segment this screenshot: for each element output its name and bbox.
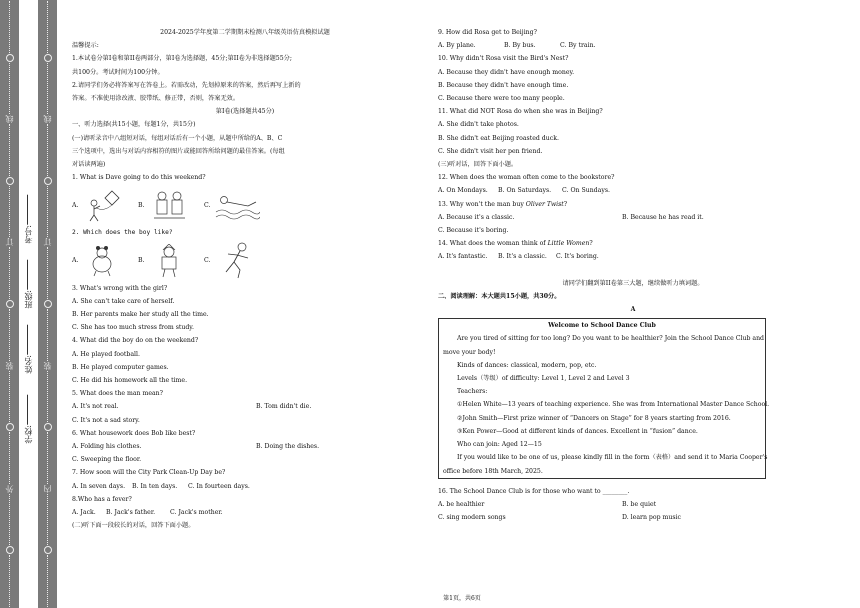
option: C. On Sundays. — [562, 187, 610, 195]
option: C. By train. — [560, 42, 596, 50]
notice-line: Kinds of dances: classical, modern, pop, etc. — [457, 361, 597, 369]
swimming-icon — [214, 188, 260, 222]
notice-line: ②John Smith—First prize winner of “Dancers on Stage” for 8 years starting from 2016. — [457, 414, 731, 422]
notice-line: Levels（等级）of difficulty: Level 1, Level 2 and Level 3 — [457, 375, 630, 383]
option-label: A. — [72, 201, 79, 209]
class-field: 班级: — [23, 260, 34, 309]
option: B. Jack's father. — [106, 509, 156, 517]
question-13: 13. Why won't the man buy Oliver Twist? — [438, 200, 568, 208]
subsection-3-heading: (三)听对话，回答下面小题。 — [438, 161, 518, 169]
option: C. She didn't visit her pen friend. — [438, 147, 543, 155]
turn-page-note: 请同学们翻到第II卷第三大题，继续做听力填词题。 — [562, 279, 704, 287]
question-5: 5. What does the man mean? — [72, 390, 163, 398]
two-people-icon — [149, 188, 189, 222]
option-label: A. — [72, 257, 79, 265]
option-row — [438, 184, 828, 197]
question-2-pictures — [72, 242, 418, 280]
notice-title: Welcome to School Dance Club — [548, 322, 656, 330]
option: A. By plane. — [438, 42, 476, 50]
option-row — [72, 480, 418, 493]
question-11: 11. What did NOT Rosa do when she was in Beijing? — [438, 108, 603, 116]
option: B. He played computer games. — [72, 363, 169, 371]
option-label: C. — [204, 201, 211, 209]
instruction-line: (一)请听录音中八组短对话，每组对话后有一个小题，从题中所给的A、B、C — [72, 134, 283, 142]
option: B. On Saturdays. — [498, 187, 552, 195]
dance-club-notice-box — [438, 318, 770, 478]
option: B. It's a classic. — [498, 253, 547, 261]
option: B. Her parents make her study all the time. — [72, 311, 209, 319]
option: B. Because they didn't have enough time. — [438, 81, 569, 89]
exam-number-field: 考号: — [23, 195, 34, 244]
question-6: 6. What housework does Bob like best? — [72, 429, 196, 437]
section1-heading: 一、听力选择(共15小题，每题1分，共15分) — [72, 121, 196, 129]
notice-line: Teachers: — [457, 388, 488, 396]
option: C. Because there were too many people. — [438, 95, 565, 103]
option: C. sing modern songs — [438, 514, 506, 522]
notice-line: office before 18th March, 2025. — [443, 467, 543, 475]
question-9: 9. How did Rosa get to Beijing? — [438, 29, 537, 36]
instruction-line: 三个选项中，选出与对话内容相符的图片或能回答所给问题的最佳答案。(每组 — [72, 147, 285, 155]
notice-line: 1.本试卷分第I卷和第II卷两部分，第I卷为选择题，45分;第II卷为非选择题55分; — [72, 55, 292, 63]
character-icon — [149, 244, 189, 278]
option-row — [72, 440, 418, 453]
option-row — [438, 250, 828, 263]
option-label: C. — [204, 257, 211, 265]
notice-line: ③Ken Power—Good at different kinds of dances. Excellent in “fusion” dance. — [457, 427, 698, 435]
option: B. By bus. — [504, 42, 536, 50]
option-row — [438, 39, 828, 52]
question-14: 14. What does the woman think of Little Women? — [438, 240, 593, 248]
option: A. It's fantastic. — [438, 253, 488, 261]
option: C. Jack's mother. — [170, 509, 223, 517]
notice-line: 共100分。考试时间为100分钟。 — [72, 68, 164, 76]
option-row — [72, 400, 418, 413]
page-number: 第1页，共6页 — [443, 595, 481, 602]
option-row — [438, 498, 828, 511]
inner-cut-line: 线 订 装 内 — [38, 0, 57, 608]
notice-line: Who can join: Aged 12—15 — [457, 441, 542, 449]
option: B. Because he has read it. — [622, 213, 704, 221]
option: C. Because it's boring. — [438, 227, 509, 235]
question-1: 1. What is Dave going to do this weekend? — [72, 174, 206, 182]
option: C. It's not a sad story. — [72, 416, 140, 424]
notice-line: ①Helen White—13 years of teaching experience. She was from International Master Dance School. — [457, 401, 770, 409]
option-label: B. — [138, 257, 145, 265]
exam-page — [64, 0, 860, 608]
option: A. It's not real. — [72, 403, 119, 411]
right-column — [438, 26, 828, 524]
outer-cut-line: 线 订 装 外 — [0, 0, 19, 608]
question-4: 4. What did the boy do on the weekend? — [72, 337, 199, 345]
section2-heading: 二、阅读理解：本大题共15小题，共30分。 — [438, 292, 561, 300]
dancer-icon — [214, 242, 254, 280]
option: A. Jack. — [72, 509, 96, 517]
name-field: 姓名: — [23, 325, 34, 374]
option-label: B. — [138, 201, 145, 209]
option: A. be healthier — [438, 500, 485, 508]
question-16: 16. The School Dance Club is for those who want to ________. — [438, 487, 630, 495]
option: A. Folding his clothes. — [72, 443, 142, 451]
kite-flying-icon — [82, 188, 122, 222]
question-3: 3. What's wrong with the girl? — [72, 284, 168, 292]
school-field: 学校: — [23, 395, 34, 444]
option: A. He played football. — [72, 350, 140, 358]
option: A. In seven days. — [72, 482, 126, 490]
binding-margin — [0, 0, 64, 608]
question-1-pictures — [72, 186, 418, 224]
student-info-fields — [19, 0, 38, 608]
part1-heading: 第I卷(选择题共45分) — [215, 108, 275, 116]
option: C. Sweeping the floor. — [72, 456, 142, 464]
animal-icon — [82, 244, 122, 278]
passage-label: A — [630, 306, 636, 314]
question-7: 7. How soon will the City Park Clean-Up Day be? — [72, 469, 226, 477]
subsection-2-heading: (二)听下面一段较长的对话，回答下面小题。 — [72, 522, 195, 530]
notice-line: Are you tired of sitting for too long? Do you want to be healthier? Join the School Dance Club and — [457, 335, 765, 343]
question-2: 2. Which does the boy like? — [72, 229, 173, 237]
option: D. learn pop music — [622, 514, 681, 522]
option: A. She didn't take photos. — [438, 121, 519, 129]
option: C. In fourteen days. — [188, 482, 250, 490]
option: C. He did his homework all the time. — [72, 377, 188, 385]
option: B. She didn't eat Beijing roasted duck. — [438, 134, 559, 142]
option: A. On Mondays. — [438, 187, 488, 195]
instruction-line: 对话读两遍) — [72, 161, 106, 169]
option: A. She can't take care of herself. — [72, 297, 175, 305]
option: A. Because they didn't have enough money. — [438, 68, 575, 76]
option-row — [72, 506, 418, 519]
left-column — [72, 26, 418, 533]
notice-line: move your body! — [443, 348, 496, 356]
question-8: 8.Who has a fever? — [72, 495, 132, 503]
option: C. It's boring. — [556, 253, 599, 261]
notice-line: 2.请同学们务必将答案写在答卷上。若需改动，先划掉原来的答案，然后再写上新的 — [72, 81, 301, 89]
notice-line: If you would like to be one of us, please kindly fill in the form（表格）and send it to Maria Cooper's — [457, 454, 768, 462]
notice-heading: 温馨提示: — [72, 42, 99, 50]
option: B. Tom didn't die. — [256, 403, 312, 411]
exam-title: 2024-2025学年度第二学期期末检测八年级英语仿真模拟试题 — [160, 29, 330, 36]
question-12: 12. When does the woman often come to the bookstore? — [438, 174, 615, 182]
option: B. be quiet — [622, 500, 657, 508]
option: C. She has too much stress from study. — [72, 324, 194, 332]
notice-line: 答案。不准使用涂改液、胶带纸、修正带，否则，答案无效。 — [72, 95, 240, 103]
option: B. In ten days. — [132, 482, 178, 490]
option: B. Doing the dishes. — [256, 443, 320, 451]
option-row — [438, 511, 828, 524]
option: A. Because it's a classic. — [438, 213, 515, 221]
option-row — [438, 211, 828, 224]
question-10: 10. Why didn't Rosa visit the Bird's Nest? — [438, 55, 569, 63]
